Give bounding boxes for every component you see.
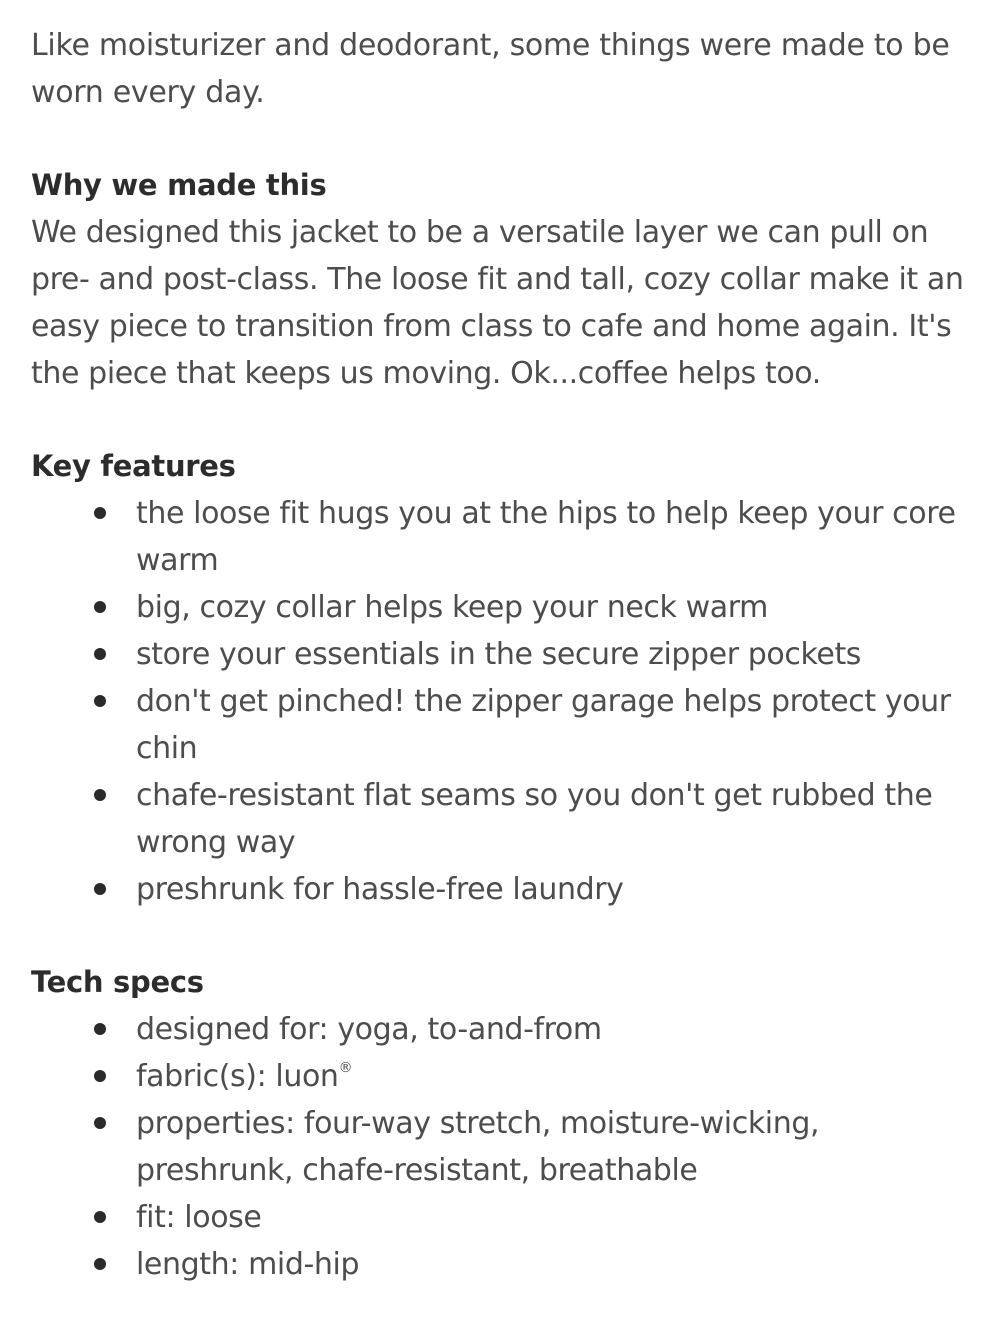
bullet-icon <box>94 1117 106 1129</box>
list-item <box>31 866 970 913</box>
bullet-icon <box>94 1070 106 1082</box>
spec-text: fabric(s): luon <box>136 1059 339 1094</box>
spacer <box>31 116 970 162</box>
key-features-section <box>31 443 970 913</box>
intro-text: Like moisturizer and deodorant, some things were made to be worn every day. <box>31 28 950 110</box>
bullet-icon <box>94 883 106 895</box>
feature-text: store your essentials in the secure zipper pockets <box>136 637 862 672</box>
spec-text: fit: loose <box>136 1200 262 1235</box>
key-features-heading: Key features <box>31 449 236 483</box>
list-item <box>31 678 970 772</box>
list-item <box>31 1241 970 1288</box>
list-item <box>31 490 970 584</box>
list-item <box>31 772 970 866</box>
why-body: We designed this jacket to be a versatile layer we can pull on pre- and post-class. The loose fit and tall, cozy collar make it an easy piece to transition from class to cafe and home again. It's the piece that keeps us moving. Ok...coffee helps too. <box>31 215 964 391</box>
registered-trademark-symbol: ® <box>338 1060 353 1076</box>
list-item <box>31 584 970 631</box>
bullet-icon <box>94 1211 106 1223</box>
tech-specs-list <box>31 1006 970 1288</box>
list-item <box>31 1194 970 1241</box>
spec-text: length: mid-hip <box>136 1247 360 1282</box>
tech-specs-heading: Tech specs <box>31 965 204 999</box>
list-item <box>31 1053 970 1100</box>
list-item <box>31 1100 970 1194</box>
feature-text: preshrunk for hassle-free laundry <box>136 872 624 907</box>
feature-text: chafe-resistant flat seams so you don't get rubbed the wrong way <box>136 778 933 860</box>
tech-specs-section <box>31 959 970 1288</box>
bullet-icon <box>94 507 106 519</box>
spec-text: properties: four-way stretch, moisture-wicking, preshrunk, chafe-resistant, breathable <box>136 1106 820 1188</box>
spec-text: designed for: yoga, to-and-from <box>136 1012 602 1047</box>
feature-text: the loose fit hugs you at the hips to help keep your core warm <box>136 496 956 578</box>
why-heading: Why we made this <box>31 168 327 202</box>
feature-text: don't get pinched! the zipper garage helps protect your chin <box>136 684 951 766</box>
bullet-icon <box>94 648 106 660</box>
list-item <box>31 631 970 678</box>
list-item <box>31 1006 970 1053</box>
why-we-made-this-section <box>31 162 970 397</box>
feature-text: big, cozy collar helps keep your neck warm <box>136 590 768 625</box>
spacer <box>31 397 970 443</box>
spacer <box>31 913 970 959</box>
bullet-icon <box>94 1023 106 1035</box>
bullet-icon <box>94 789 106 801</box>
key-features-list <box>31 490 970 913</box>
bullet-icon <box>94 1258 106 1270</box>
bullet-icon <box>94 695 106 707</box>
bullet-icon <box>94 601 106 613</box>
